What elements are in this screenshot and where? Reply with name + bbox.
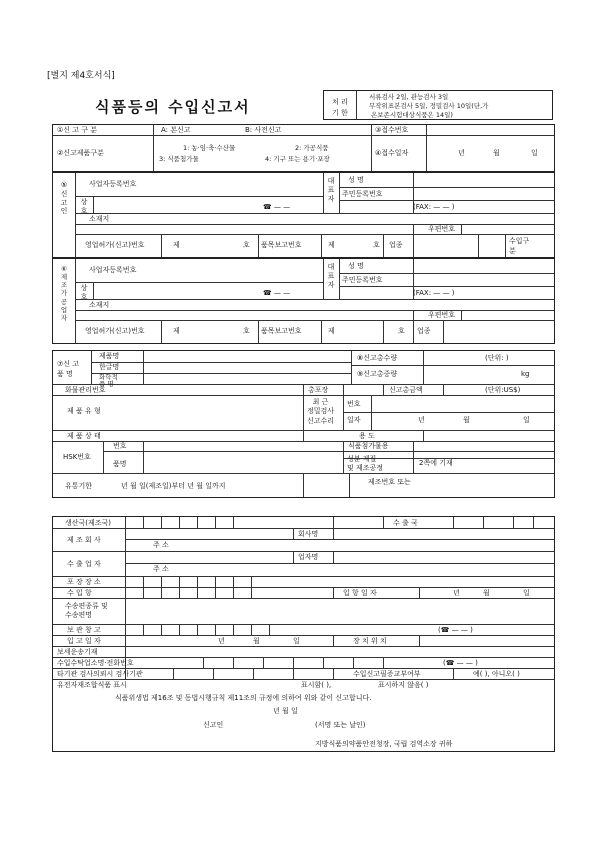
manufacturer-rep-label: 대 표 자 [327,263,335,289]
manufacturer-report-suffix: 호 [398,327,405,335]
bonded-transport-label: 보세운송기재 [57,648,98,656]
section-import-details [52,516,555,752]
reporter-name-label: 성 명 [348,176,364,184]
manufacturer-license-label: 영업허가(신고)번호 [85,327,145,335]
option-pre-report[interactable]: B: 사전신고 [245,126,282,134]
agent-phone[interactable]: (☎ — — ) [443,659,478,667]
reporter-phone[interactable]: ☎ — — [263,203,291,211]
origin-country-label: 생산국(제조국) [65,519,112,527]
gmo-yes[interactable]: 표시함( ), [301,681,332,689]
manufacturer-name-label: 성 명 [348,262,364,270]
page-title: 식품등의 수입신고서 [95,98,251,116]
total-package-label: 총포장 [308,386,329,394]
option-main-report[interactable]: A: 본신고 [161,126,191,134]
storage-date-label: 입 고 일 자 [67,637,101,645]
manufacturer-license-suffix: 호 [243,327,250,335]
export-country-label: 수 출 국 [393,519,418,527]
category-2[interactable]: 2: 가공식품 [295,144,329,152]
arrival-month: 월 [483,589,490,597]
manufacturer-address-label: 소재지 [89,301,110,309]
hsk-code-label: 번호 [113,442,127,450]
permit-name-label: 화학적 품 명 [99,373,118,389]
other-agency-label: 타기관 검사의뢰시 검사기관 [57,670,143,678]
processing-box [323,90,553,120]
gmo-no[interactable]: 표시하지 않음( ) [378,681,429,689]
reporter-address-label: 소재지 [89,215,110,223]
reporter-report-prefix: 제 [328,241,335,249]
manufacturer-postal-label: 우편번호 [428,311,456,319]
reporter-license-suffix: 호 [243,241,250,249]
expiry-label: 유통기한 [65,482,93,490]
import-port-label: 수 입 항 [67,589,92,597]
receipt-number-label: ③접수번호 [375,126,409,134]
expiry-text: 년 월 일(제조일)부터 년 월 일까지 [121,482,226,490]
sign-or-seal: (서명 또는 날인) [315,721,366,729]
arrival-day: 일 [523,589,530,597]
agent-label: 수입수탁업소명·전화번호 [57,659,134,667]
exporter-address-label: 주 소 [153,565,169,573]
recent-inspection-label: 최 근 정밀검사 신고수리 [307,398,335,425]
section-reporter [52,172,555,258]
arrival-year: 년 [453,589,460,597]
reporter-biz-no-label: 사업자등록번호 [89,180,137,188]
recipient: 지방식품의약품안전청장, 국립 검역소장 귀하 [315,740,453,748]
reporter-product-report-label: 품목보고번호 [261,241,302,249]
korean-name-label: 한글명 [99,363,120,371]
usage-label: 용 도 [359,432,375,440]
recent-number-label: 번호 [347,400,361,408]
reporter-rrn-label: 주민등록번호 [342,190,383,198]
storage-day: 일 [293,637,300,645]
section-report-type [52,124,555,172]
attached-note: 2쪽에 기재 [419,459,453,467]
reporter-license-prefix: 제 [173,241,180,249]
cargo-number-label: 화물관리번호 [65,386,106,394]
storage-phone[interactable]: (☎ — — ) [438,626,473,634]
amount-unit: (단위:US$) [485,386,521,394]
packing-place-label: 포 장 장 소 [67,578,101,586]
reporter-sign-label: 신고인 [203,721,224,729]
arrival-date-label: 입 항 일 자 [343,589,377,597]
company-name-label: 회사명 [298,530,319,538]
reporter-label: ⑤ 신 고 인 [60,181,68,216]
report-date: 년 월 일 [273,707,298,715]
section-manufacturer [52,258,555,344]
reporter-industry-label: 업종 [389,241,403,249]
product-status-label: 제 품 상 태 [67,432,101,440]
processing-line-1: 서류검사 2일, 관능검사 3일 [369,93,449,101]
reporter-report-suffix: 호 [373,241,380,249]
recent-year: 년 [418,416,425,424]
reporter-fax[interactable]: (FAX: — — ) [413,203,455,211]
exporter-label: 수 출 업 자 [67,560,101,568]
product-name-group-label: ⑦신 고 품 명 [57,360,80,378]
hsk-label: HSK번호 [63,453,91,461]
certificate-issue-options[interactable]: 예( ), 아니오( ) [473,670,520,678]
processing-label: 처 리 기 한 [332,98,348,117]
exporter-name-label: 업자명 [298,553,319,561]
reporter-postal-label: 우편번호 [428,225,456,233]
total-quantity-label: ⑧신고총수량 [357,354,398,362]
processing-line-3: 온보존시험대상식품은 14일) [371,111,453,119]
product-category-label: ②신고제품구분 [57,149,104,157]
receipt-day: 일 [531,149,538,157]
product-type-label: 제 품 유 형 [67,407,101,415]
report-type-label: ①신 고 구 분 [57,126,97,134]
storage-label: 보 관 창 고 [67,626,101,634]
storage-year: 년 [218,637,225,645]
gmo-label: 유전자재조합식품 표시 [57,681,127,689]
additive-use-label: 식품첨가물용 [348,442,389,450]
receipt-month: 월 [493,149,500,157]
reporter-import-type-label: 수입구 분 [509,237,530,255]
manufacturer-report-prefix: 제 [328,327,335,335]
category-3[interactable]: 3: 식품첨가물 [159,155,199,163]
hsk-item-name-label: 품명 [113,460,127,468]
recent-date-label: 일자 [347,416,361,424]
recent-day: 일 [523,416,530,424]
device-location-label: 장 치 위 치 [353,637,387,645]
processing-line-2: 무작위표본검사 5일, 정밀검사 10일(단,가 [369,102,489,110]
weight-unit: kg [521,370,530,378]
receipt-date-label: ④접수일자 [375,149,409,157]
manufacturer-biz-no-label: 사업자등록번호 [89,266,137,274]
total-amount-label: 신고총금액 [389,386,423,394]
lot-number-label: 제조번호 또는 [368,478,411,486]
law-statement: 식품위생법 제16조 및 동법시행규칙 제11조의 규정에 의하여 위와 같이 신고합니다. [115,694,372,702]
manufacturer-product-report-label: 품목보고번호 [261,327,302,335]
company-address-label: 주 소 [153,541,169,549]
reporter-trade-label: 상 호 [80,198,88,215]
certificate-issue-label: 수입신고필증교부여부 [353,670,421,678]
ingredients-label: 성분·재질 및 제조공정 [347,455,384,473]
manufacturer-phone[interactable]: ☎ — — [263,289,291,297]
category-1[interactable]: 1: 농·임·축·수산물 [183,144,236,152]
manufacturer-label: ⑥ 제 조 가 공 업 자 [60,265,68,322]
quantity-unit: (단위: ) [485,354,509,362]
receipt-year: 년 [458,149,465,157]
manufacturer-industry-label: 업종 [417,327,431,335]
transport-label: 수송편종류 및 수송편명 [65,602,108,620]
form-id: [별지 제4호서식] [47,71,115,81]
product-name-label: 제품명 [99,352,120,360]
manufacturer-rrn-label: 주민등록번호 [342,276,383,284]
reporter-rep-label: 대 표 자 [327,177,335,203]
section-product [52,350,555,498]
total-weight-label: ⑨신고총중량 [357,370,398,378]
storage-month: 월 [253,637,260,645]
recent-month: 월 [463,416,470,424]
manufacturer-company-label: 제 조 회 사 [67,536,101,544]
manufacturer-license-prefix: 제 [173,327,180,335]
reporter-license-label: 영업허가(신고)번호 [85,241,145,249]
category-4[interactable]: 4: 기구 또는 용기·포장 [265,155,330,163]
manufacturer-trade-label: 상 호 [80,284,88,301]
manufacturer-fax[interactable]: (FAX: — — ) [413,289,455,297]
